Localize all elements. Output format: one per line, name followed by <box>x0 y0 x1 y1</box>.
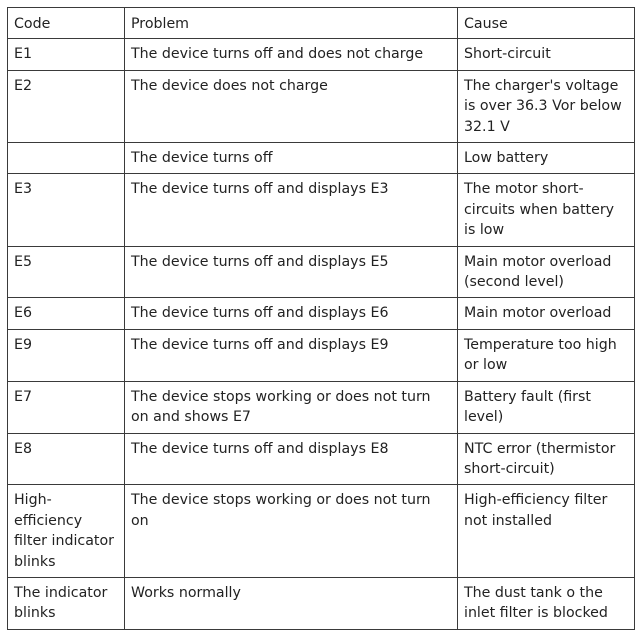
cell-cause: Low battery <box>458 143 635 174</box>
cell-cause: The motor short-circuits when battery is low <box>458 174 635 246</box>
cell-cause: Main motor overload (second level) <box>458 246 635 298</box>
troubleshooting-table <box>7 7 635 630</box>
table-row <box>8 298 635 329</box>
cell-code: E6 <box>8 298 125 329</box>
cell-problem: The device turns off and displays E6 <box>125 298 458 329</box>
cell-code: E8 <box>8 433 125 485</box>
cell-code: E1 <box>8 39 125 70</box>
cell-cause: NTC error (thermistor short-circuit) <box>458 433 635 485</box>
table-row <box>8 70 635 142</box>
cell-problem: The device stops working or does not turn on <box>125 485 458 578</box>
cell-code: E2 <box>8 70 125 142</box>
cell-problem: Works normally <box>125 577 458 629</box>
cell-problem: The device turns off <box>125 143 458 174</box>
cell-problem: The device turns off and displays E8 <box>125 433 458 485</box>
table-row <box>8 577 635 629</box>
cell-code: E7 <box>8 381 125 433</box>
header-row <box>8 8 635 39</box>
cell-code: The indicator blinks <box>8 577 125 629</box>
cell-cause: High-efficiency filter not installed <box>458 485 635 578</box>
table-row <box>8 485 635 578</box>
table-row <box>8 39 635 70</box>
cell-cause: Battery fault (first level) <box>458 381 635 433</box>
table-row <box>8 433 635 485</box>
cell-code <box>8 143 125 174</box>
cell-problem: The device turns off and does not charge <box>125 39 458 70</box>
table-row <box>8 381 635 433</box>
cell-problem: The device turns off and displays E9 <box>125 329 458 381</box>
cell-code: E9 <box>8 329 125 381</box>
cell-cause: Short-circuit <box>458 39 635 70</box>
cell-cause: Main motor overload <box>458 298 635 329</box>
cell-code: E5 <box>8 246 125 298</box>
cell-problem: The device turns off and displays E5 <box>125 246 458 298</box>
cell-cause: The charger's voltage is over 36.3 Vor below 32.1 V <box>458 70 635 142</box>
table-body <box>8 39 635 629</box>
cell-code: High-efficiency filter indicator blinks <box>8 485 125 578</box>
table-row <box>8 143 635 174</box>
header-cause: Cause <box>458 8 635 39</box>
cell-code: E3 <box>8 174 125 246</box>
cell-cause: The dust tank o the inlet filter is blocked <box>458 577 635 629</box>
table-row <box>8 174 635 246</box>
table-header <box>8 8 635 39</box>
cell-problem: The device turns off and displays E3 <box>125 174 458 246</box>
cell-problem: The device does not charge <box>125 70 458 142</box>
header-code: Code <box>8 8 125 39</box>
cell-cause: Temperature too high or low <box>458 329 635 381</box>
cell-problem: The device stops working or does not turn on and shows E7 <box>125 381 458 433</box>
table-row <box>8 329 635 381</box>
troubleshooting-table-container <box>7 7 634 630</box>
header-problem: Problem <box>125 8 458 39</box>
table-row <box>8 246 635 298</box>
